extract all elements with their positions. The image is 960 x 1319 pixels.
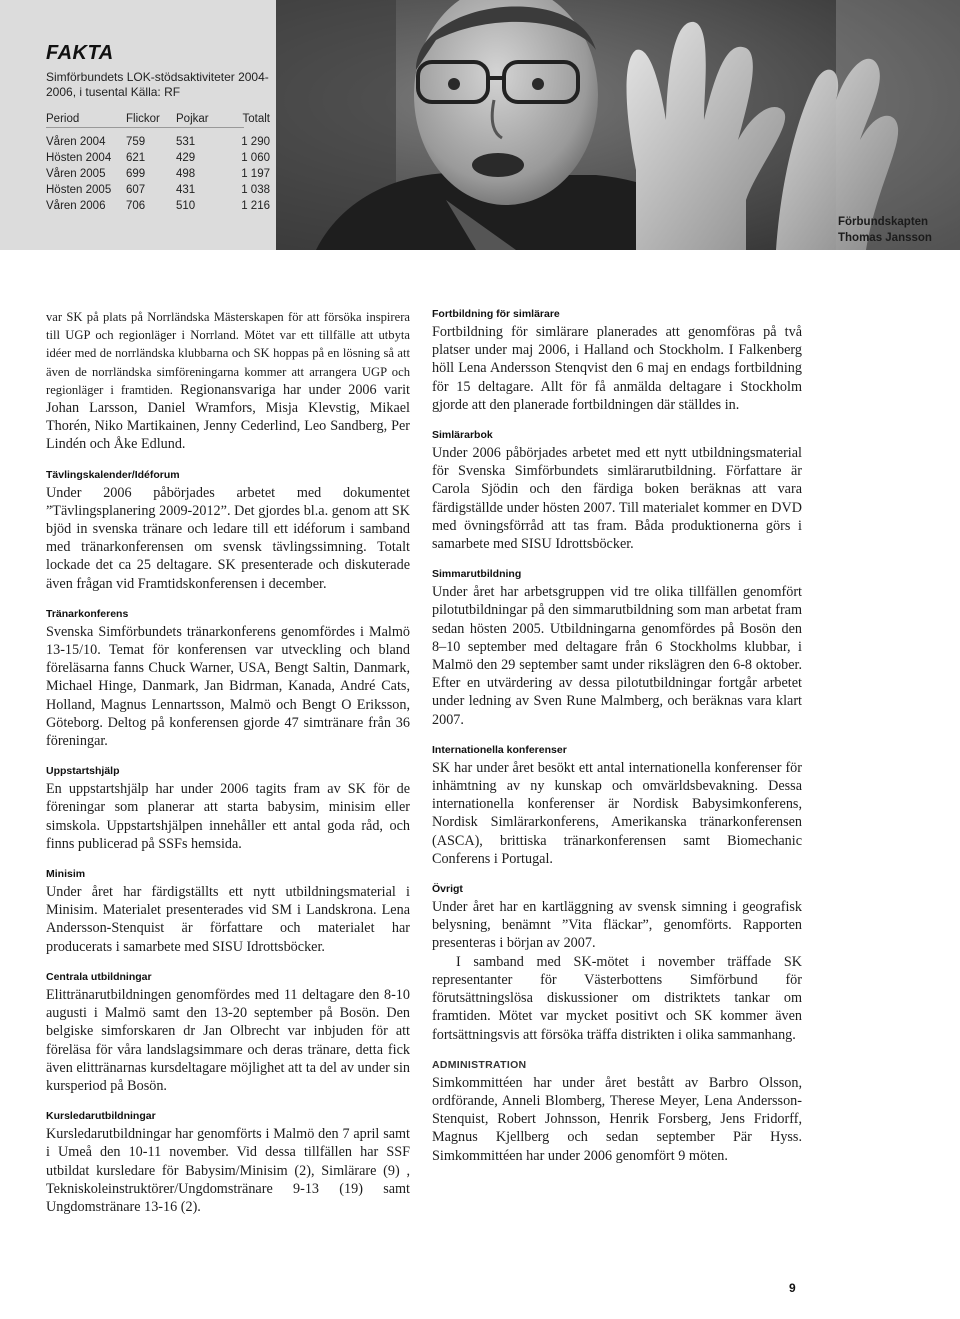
photo-caption xyxy=(838,214,932,246)
coach-photo xyxy=(276,0,960,250)
section-heading: Simmarutbildning xyxy=(432,568,522,581)
cell-period: Våren 2004 xyxy=(46,136,106,148)
section-heading: Kursledarutbildningar xyxy=(46,1110,156,1123)
section-kursledarutbildningar xyxy=(46,1110,410,1216)
section-body: Elittränarutbildningen genomfördes med 11 deltagare den 8-10 augusti i Malmö samt den 13-20 september på Bosön. Den belgiske simforskaren dr Jan Olbrecht var inbjuden för att föreläsa för våra landslagsimmare och deras tränare, detta fick även elittränarnas kursdeltagare möjlighet att ta del av under sin kursperiod på Bosön. xyxy=(46,986,410,1094)
section-body: Under året har färdigställts ett nytt utbildningsmaterial i Minisim. Materialet presenterades vid SM i Landskrona. Lena Andersson-Stenquist är författare och materialet har producerats i samarbete med SISU Idrottsböcker. xyxy=(46,884,410,955)
table-row xyxy=(46,134,270,150)
section-heading: ADMINISTRATION xyxy=(432,1058,527,1071)
section-body: Kursledarutbildningar har genomförts i Malmö den 7 april samt i Umeå den 10-11 november. Vid dessa tillfällen har SSF utbildat kursledare för Babysim/Minisim (2), Simlärare (9) , Tekniskoleinstruktörer/Ungdomstränare 9-13 (19) samt Ungdomstränare 13-16 (2). xyxy=(46,1126,410,1215)
section-tavlingskalender xyxy=(46,469,410,593)
section-heading: Tränarkonferens xyxy=(46,607,129,620)
section-ovrigt xyxy=(432,883,802,1044)
header-flickor: Flickor xyxy=(126,113,160,125)
section-body: Svenska Simförbundets tränarkonferens genomfördes i Malmö 13-15/10. Temat för konferensen var utveckling och bland föreläsarna fanns Chuck Warner, USA, Bengt Saltin, Danmark, Michael Hinge, Danmark, Jan Bidrman, Kanada, André Cats, Holland, Magnus Lennartsson, Malmö och Bengt O Eriksson, Göteborg. Deltog på konferensen gjorde 47 simtränare från 36 föreningar. xyxy=(46,623,410,750)
intro-text-2: Regionansvariga har under 2006 varit Johan Larsson, Daniel Wramfors, Misja Klevstig, Mikael Thorén, Niko Martikainen, Jenny Cederlind, Leo Sandberg, Per Lindén och Åke Edlund. xyxy=(46,381,410,453)
cell-flickor: 621 xyxy=(126,152,146,164)
section-centrala-utbildningar xyxy=(46,971,410,1095)
cell-flickor: 706 xyxy=(126,200,146,212)
section-minisim xyxy=(46,868,410,956)
cell-period: Våren 2005 xyxy=(46,168,106,180)
cell-totalt: 1 060 xyxy=(241,152,270,164)
cell-pojkar: 498 xyxy=(176,168,196,180)
cell-pojkar: 510 xyxy=(176,200,196,212)
section-body: Under året har en kartläggning av svensk simning i geografisk belysning, benämnt ”Vita fläckar”, genomförts. Rapporten presenteras i början av 2007. xyxy=(432,899,802,952)
section-tranarkonferens xyxy=(46,608,410,750)
section-body: Under 2006 påbörjades arbetet med dokumentet ”Tävlingsplanering 2009-2012”. Det gjordes bl.a. genom att SK bjöd in svenska tränare och ledare till ett idéforum i samband med tränarkonferensen om svensk tävlingssimning. Totalt lockade det ca 25 deltagare. SK presenterade och diskuterade även frågan vid Framtidskonferensen i december. xyxy=(46,484,410,592)
intro-section xyxy=(46,308,410,454)
table-row xyxy=(46,198,270,214)
cell-totalt: 1 197 xyxy=(241,168,270,180)
section-heading: Simlärarbok xyxy=(432,429,493,442)
section-body: Simkommittéen har under året bestått av Barbro Olsson, ordförande, Anneli Blomberg, Therese Meyer, Lena Andersson-Stenquist, Robert Johnsson, Henrik Forsberg, Jens Fridorff, Magnus Kjellberg och sedan september Pär Hyss. Simkommittéen har under 2006 genomfört 9 möten. xyxy=(432,1074,802,1164)
cell-totalt: 1 216 xyxy=(241,200,270,212)
cell-flickor: 759 xyxy=(126,136,146,148)
section-body: SK har under året besökt ett antal internationella konferenser för inhämtning av ny kunskap och omvärldsbevakning. Dessa internationella konferenser är Nordisk Babysimkonferens, Nordisk Simlärarkonferens, Amerikanska tränarkonferensen (ASCA), brittiska tränarkonferensen samt Biomechanic Conferens i Portugal. xyxy=(432,759,802,867)
fakta-title: FAKTA xyxy=(46,42,114,64)
section-heading: Centrala utbildningar xyxy=(46,970,152,983)
section-body: En uppstartshjälp har under 2006 tagits fram av SK för de föreningar som planerar att starta babysim, minisim eller simskola. Uppstartshjälpen innehåller ett antal goda råd, och finns publicerad på SSFs hemsida. xyxy=(46,781,410,852)
section-body: Under året har arbetsgruppen vid tre olika tillfällen genomfört pilotutbildningar på den simmarutbildning som man arbetat fram sedan hösten 2005. Utbildningarna genomfördes på Bosön den 8–10 september med deltagare från 6 Stockholms klubbar, i Malmö den 29 september samt under rikslägren den 6-8 oktober. Efter en utvärdering av dessa pilotutbildningar fortgår arbetet under ledning av Sven Rune Malmberg, och beräknas vara klart 2007. xyxy=(432,584,802,728)
coach-photo-illustration xyxy=(276,0,960,250)
cell-pojkar: 531 xyxy=(176,136,196,148)
fakta-subtitle: Simförbundets LOK-stödsaktiviteter 2004-2006, i tusental Källa: RF xyxy=(46,70,269,99)
section-simmarutbildning xyxy=(432,568,802,729)
left-column xyxy=(46,308,410,1231)
section-heading: Internationella konferenser xyxy=(432,743,567,756)
table-row xyxy=(46,182,270,198)
section-heading: Fortbildning för simlärare xyxy=(432,308,560,320)
caption-role: Förbundskapten xyxy=(838,216,929,228)
cell-pojkar: 429 xyxy=(176,152,196,164)
fakta-divider xyxy=(46,127,244,128)
section-uppstartshjalp xyxy=(46,765,410,853)
cell-totalt: 1 038 xyxy=(241,184,270,196)
cell-period: Hösten 2004 xyxy=(46,152,112,164)
section-internationella-konferenser xyxy=(432,744,802,868)
page-number: 9 xyxy=(789,1281,796,1295)
header-pojkar: Pojkar xyxy=(176,113,209,125)
fakta-table xyxy=(46,108,270,214)
section-heading: Uppstartshjälp xyxy=(46,765,120,778)
intro-text: var SK på plats på Norrländska Mästerskapen för att försöka inspirera till UGP och regionläger i Norrland. Mötet var ett tillfälle att utbyta idéer med de norrländska klubbarna och SK hoppas på en lösning så att även de norrländska simföreningarna kommer att arrangera UGP och regionläger i framtiden. xyxy=(46,310,410,397)
section-fortbildning xyxy=(432,308,802,414)
cell-flickor: 607 xyxy=(126,184,146,196)
intro-paragraph xyxy=(46,308,410,454)
caption-name: Thomas Jansson xyxy=(838,232,932,244)
cell-flickor: 699 xyxy=(126,168,146,180)
fakta-box xyxy=(0,0,276,250)
cell-period: Hösten 2005 xyxy=(46,184,112,196)
section-body-continued: I samband med SK-mötet i november träffade SK representanter för Västerbottens Simförbund för förutsättningslösa diskussioner om distriktets tankar om framtiden. Mötet var mycket positivt och SK kommer även fortsättningsvis att försöka träffa distrikten i olika sammanhang. xyxy=(432,953,802,1043)
section-heading: Minisim xyxy=(46,868,86,881)
section-heading: Tävlingskalender/Idéforum xyxy=(46,468,180,481)
section-body: Fortbildning för simlärare planerades att genomföras på två platser under maj 2006, i Halland och Stockholm. I Falkenberg höll Lena Andersson Stenqvist den 6 maj en endags fortbildning för 15 deltagare. Allt för få anmälda deltagare i Stockholm gjorde att den planerade fortbildningen där ställdes in. xyxy=(432,324,802,413)
section-simlararbok xyxy=(432,429,802,553)
right-column xyxy=(432,308,802,1180)
header-totalt: Totalt xyxy=(242,113,270,125)
section-administration xyxy=(432,1059,802,1165)
table-row xyxy=(46,166,270,182)
header-period: Period xyxy=(46,113,80,125)
section-body: Under 2006 påbörjades arbetet med ett nytt utbildningsmaterial för Svenska Simförbundets simlärarutbildning. Författare är Carola Sjödin och den färdiga boken beräknas att vara färdigställde under hösten 2007. Till materialet kommer en DVD med övningsförråd att tas fram. Båda produktionerna görs i samarbete med SISU Idrottsböcker. xyxy=(432,445,802,553)
cell-totalt: 1 290 xyxy=(241,136,270,148)
cell-period: Våren 2006 xyxy=(46,200,106,212)
section-heading: Övrigt xyxy=(432,883,463,896)
cell-pojkar: 431 xyxy=(176,184,196,196)
table-row xyxy=(46,150,270,166)
